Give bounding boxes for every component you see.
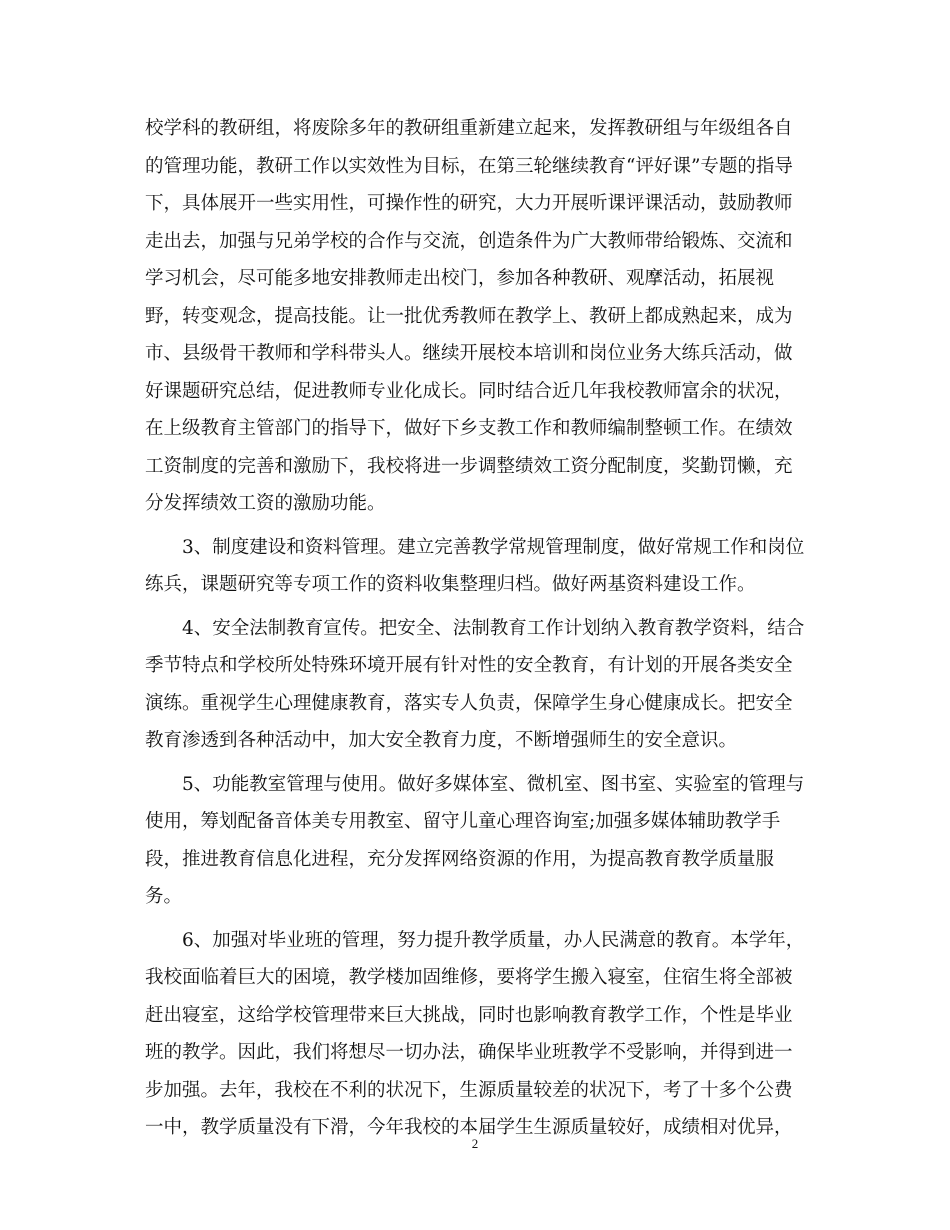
text-line: 3、制度建设和资料管理。建立完善教学常规管理制度，做好常规工作和岗位 [182, 536, 805, 558]
text-line: 步加强。去年，我校在不利的状况下，生源质量较差的状况下，考了十多个公费 [145, 1079, 793, 1101]
text-line: 分发挥绩效工资的激励功能。 [145, 493, 386, 514]
text-line: 野，转变观念，提高技能。让一批优秀教师在教学上、教研上都成熟起来，成为 [145, 305, 793, 327]
text-line: 的管理功能，教研工作以实效性为目标，在第三轮继续教育“评好课”专题的指导 [145, 155, 793, 177]
text-line: 我校面临着巨大的困境，教学楼加固维修，要将学生搬入寝室，住宿生将全部被 [145, 967, 793, 988]
text-line: 4、安全法制教育宣传。把安全、法制教育工作计划纳入教育教学资料，结合 [182, 617, 805, 639]
text-line: 下，具体展开一些实用性，可操作性的研究，大力开展听课评课活动，鼓励教师 [145, 193, 793, 214]
text-line: 练兵，课题研究等专项工作的资料收集整理归档。做好两基资料建设工作。 [145, 574, 756, 595]
text-line: 段，推进教育信息化进程，充分发挥网络资源的作用，为提高教育教学质量服 [145, 848, 775, 870]
page-number: 2 [471, 1136, 479, 1151]
text-line: 赶出寝室，这给学校管理带来巨大挑战，同时也影响教育教学工作，个性是毕业 [145, 1004, 793, 1026]
paragraph [145, 610, 805, 760]
paragraph [145, 529, 805, 604]
text-line: 一中，教学质量没有下滑，今年我校的本届学生生源质量较好，成绩相对优异， [145, 1117, 793, 1138]
text-line: 市、县级骨干教师和学科带头人。继续开展校本培训和岗位业务大练兵活动，做 [145, 343, 793, 364]
paragraph [145, 766, 805, 916]
text-line: 学习机会，尽可能多地安排教师走出校门，参加各种教研、观摩活动，拓展视 [145, 268, 775, 289]
text-line: 校学科的教研组，将废除多年的教研组重新建立起来，发挥教研组与年级组各自 [145, 118, 793, 139]
text-line: 在上级教育主管部门的指导下，做好下乡支教工作和教师编制整顿工作。在绩效 [145, 418, 793, 439]
text-line: 演练。重视学生心理健康教育，落实专人负责，保障学生身心健康成长。把安全 [145, 692, 793, 714]
document-body [145, 110, 805, 1147]
text-line: 班的教学。因此，我们将想尽一切办法，确保毕业班教学不受影响，并得到进一 [145, 1042, 793, 1063]
text-line: 使用，筹划配备音体美专用教室、留守儿童心理咨询室;加强多媒体辅助教学手 [145, 811, 781, 832]
paragraph [145, 110, 805, 523]
text-line: 5、功能教室管理与使用。做好多媒体室、微机室、图书室、实验室的管理与 [182, 773, 805, 795]
text-line: 季节特点和学校所处特殊环境开展有针对性的安全教育，有计划的开展各类安全 [145, 655, 793, 676]
paragraph [145, 922, 805, 1147]
text-line: 好课题研究总结，促进教师专业化成长。同时结合近几年我校教师富余的状况， [145, 380, 793, 402]
text-line: 工资制度的完善和激励下，我校将进一步调整绩效工资分配制度，奖勤罚懒，充 [145, 455, 793, 477]
text-line: 走出去，加强与兄弟学校的合作与交流，创造条件为广大教师带给锻炼、交流和 [145, 230, 793, 252]
text-line: 教育渗透到各种活动中，加大安全教育力度，不断增强师生的安全意识。 [145, 730, 738, 751]
text-line: 6、加强对毕业班的管理，努力提升教学质量，办人民满意的教育。本学年， [182, 929, 805, 951]
text-line: 务。 [145, 886, 183, 907]
